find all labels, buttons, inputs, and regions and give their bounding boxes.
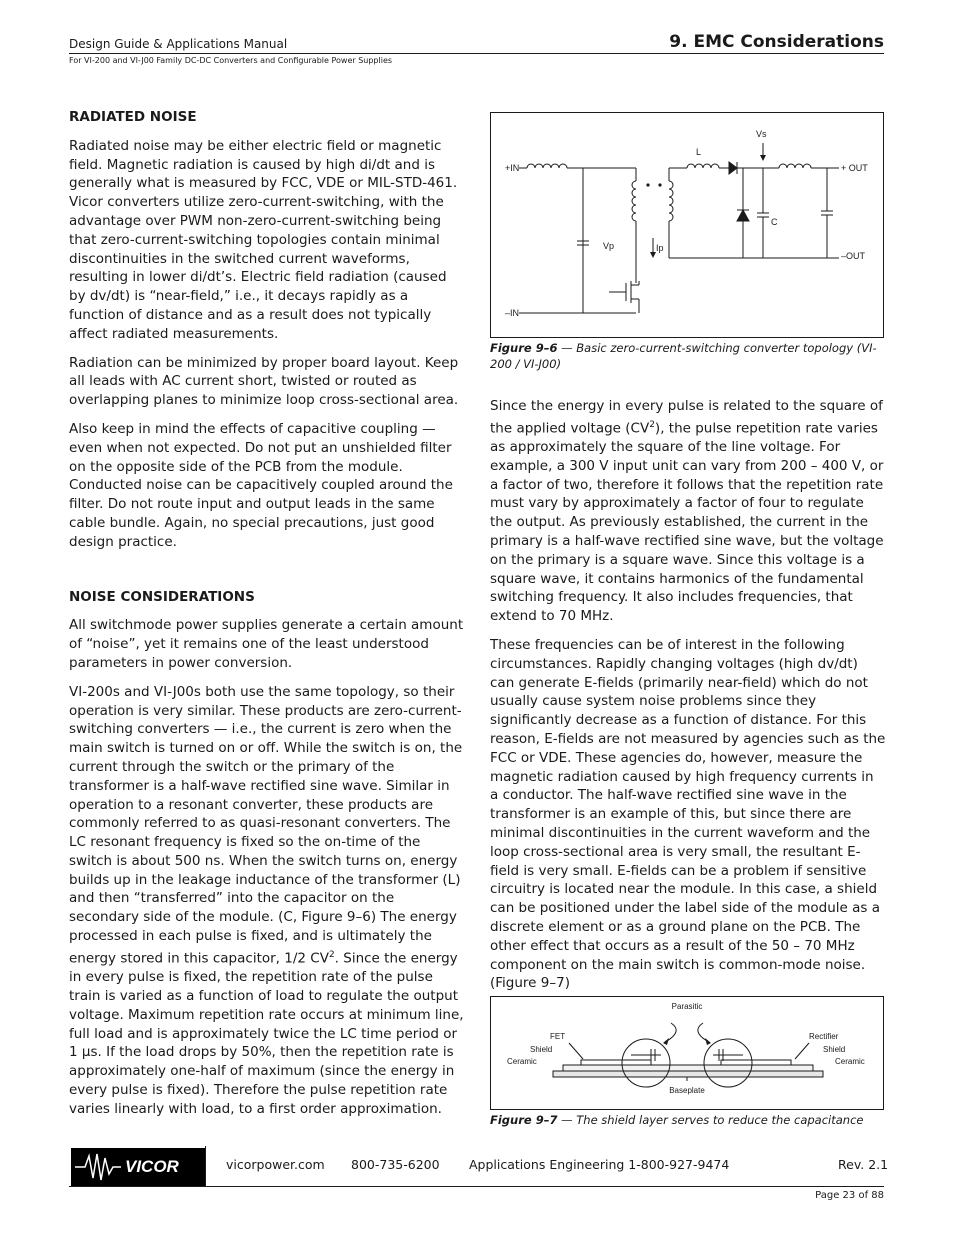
circuit-diagram xyxy=(491,113,883,337)
label-ip: Ip xyxy=(656,243,664,253)
paragraph: All switchmode power supplies generate a certain amount of “noise”, yet it remains one of the least understood parameters in power conversion. xyxy=(69,617,464,671)
footer-website: vicorpower.com xyxy=(226,1157,325,1172)
left-column xyxy=(69,108,465,1129)
label-baseplate: Baseplate xyxy=(669,1086,705,1095)
figure-zcs-topology xyxy=(490,112,884,338)
footer-apps-engineering: Applications Engineering 1-800-927-9474 xyxy=(469,1157,730,1172)
label-vp: Vp xyxy=(603,241,615,251)
label-fet: FET xyxy=(550,1032,566,1041)
figure-caption: Figure 9–7 — The shield layer serves to reduce the capacitance xyxy=(490,1113,864,1127)
figure-shield-layer xyxy=(490,996,884,1110)
label-shield-left: Shield xyxy=(530,1045,553,1054)
paragraph: Since the energy in every pulse is related to the square of the applied voltage $(CV^2)$, the pulse repetition rate varies as approximately the square of the line voltage. For example, a 300 V input unit can vary from 200 – 400 V, or a factor of two, therefore it follows that the repetition rate must vary by approximately a factor of four to regulate the output. As previously established, the current in the primary is a half-wave rectified sine wave, but the voltage on the primary is a square wave. Since this voltage is a square wave, it contains harmonics of the fundamental switching frequency. It also includes frequencies, that extend to 70 MHz. xyxy=(490,398,884,625)
paragraph: These frequencies can be of interest in the following circumstances. Rapidly changing voltages (high dv/dt) can generate E-fields (primarily near-field) which do not usually cause system noise problems since they significantly decrease as a function of distance. For this reason, E-fields are not measured by agencies such as the FCC or VDE. These agencies do, however, measure the magnetic radiation caused by high frequency currents in a conductor. The half-wave rectified sine wave in the transformer is an example of this, but since there are minimal discontinuities in the current waveform and the loop cross-sectional area is very small, the resultant E-field is very small. E-fields can be a problem if sensitive circuitry is located near the module. In this case, a shield can be positioned under the label side of the module as a discrete element or as a ground plane on the PCB. The other effect that occurs as a result of the 50 – 70 MHz component on the main switch is common-mode noise. (Figure 9–7) xyxy=(490,637,886,992)
manual-title: Design Guide & Applications Manual xyxy=(69,37,288,51)
page-number: Page 23 of 88 xyxy=(815,1190,884,1201)
logo-wave-icon xyxy=(71,1148,205,1186)
right-column xyxy=(490,397,886,1003)
paragraph: VI-200s and VI-J00s both use the same topology, so their operation is very similar. These products are zero-current-switching converters — i.e., the current is zero when the main switch is turned on or off. While the switch is on, the current through the switch or the primary of the transformer is a half-wave rectified sine wave. Similar in operation to a resonant converter, these products are commonly referred to as quasi-resonant converters. The LC resonant frequency is fixed so the on-time of the switch is about 500 ns. When the switch turns on, energy builds up in the leakage inductance of the transformer (L) and then “transferred” into the capacitor on the secondary side of the module. (C, Figure 9–6) The energy processed in each pulse is fixed, and is ultimately the energy stored in this capacitor, 1/2 $CV^2$. Since the energy in every pulse is fixed, the repetition rate of the pulse train is varied as a function of load to regulate the output voltage. Maximum repetition rate occurs at minimum line, full load and is approximately twice the LC time period or 1 µs. If the load drops by 50%, then the repetition rate is approximately one-half of maximum (since the energy in every pulse is fixed). Therefore the pulse repetition rate varies linearly with load, to a first order approximation. xyxy=(69,683,464,1117)
paragraph: Radiated noise may be either electric field or magnetic field. Magnetic radiation is caused by high di/dt and is generally what is measured by FCC, VDE or MIL-STD-461. Vicor converters utilize zero-current-switching, with the advantage over PWM non-zero-current-switching being that zero-current-switching topologies contain minimal discontinuities in the switched current waveforms, resulting in lower di/dt’s. Electric field radiation (caused by dv/dt) is “near-field,” i.e., it decays rapidly as a function of distance and as a result does not typically affect radiated measurements. xyxy=(69,137,458,342)
svg-text:VICOR: VICOR xyxy=(125,1157,179,1176)
label-ceramic-left: Ceramic xyxy=(507,1057,537,1066)
header-rule xyxy=(69,53,884,54)
heading-radiated-noise: RADIATED NOISE xyxy=(69,109,197,125)
paragraph: Radiation can be minimized by proper board layout. Keep all leads with AC current short, twisted or routed as overlapping planes to minimize loop cross-sectional area. xyxy=(69,354,459,409)
label-in-minus: –IN xyxy=(505,308,520,318)
label-out-plus: + OUT xyxy=(841,163,868,173)
paragraph: Also keep in mind the effects of capacitive coupling — even when not expected. Do not put an unshielded filter on the opposite side of the PCB from the module. Conducted noise can be capacitively coupled around the filter. Do not route input and output leads in the same cable bundle. Again, no special precautions, just good design practice. xyxy=(69,420,453,550)
footer-revision: Rev. 2.1 xyxy=(838,1157,889,1172)
label-in-plus: +IN xyxy=(505,163,520,173)
figure-caption: Figure 9–6 — Basic zero-current-switching converter topology (VI-200 / VI-J00) xyxy=(490,341,877,371)
vicor-logo xyxy=(71,1148,205,1186)
footer-divider xyxy=(205,1146,206,1187)
label-shield-right: Shield xyxy=(823,1045,846,1054)
label-vs: Vs xyxy=(756,129,767,139)
label-parasitic: Parasitic xyxy=(671,1002,703,1011)
label-out-minus: –OUT xyxy=(841,251,866,261)
label-c: C xyxy=(771,217,778,227)
shield-diagram xyxy=(491,997,883,1109)
label-l: L xyxy=(696,147,702,157)
heading-noise-considerations: NOISE CONSIDERATIONS xyxy=(69,588,255,605)
label-ceramic-right: Ceramic xyxy=(835,1057,865,1066)
manual-subtitle: For VI-200 and VI-J00 Family DC-DC Converters and Configurable Power Supplies xyxy=(69,56,393,65)
label-rectifier: Rectifier xyxy=(809,1032,839,1041)
footer-phone: 800-735-6200 xyxy=(351,1157,440,1172)
section-title: 9. EMC Considerations xyxy=(669,32,884,52)
